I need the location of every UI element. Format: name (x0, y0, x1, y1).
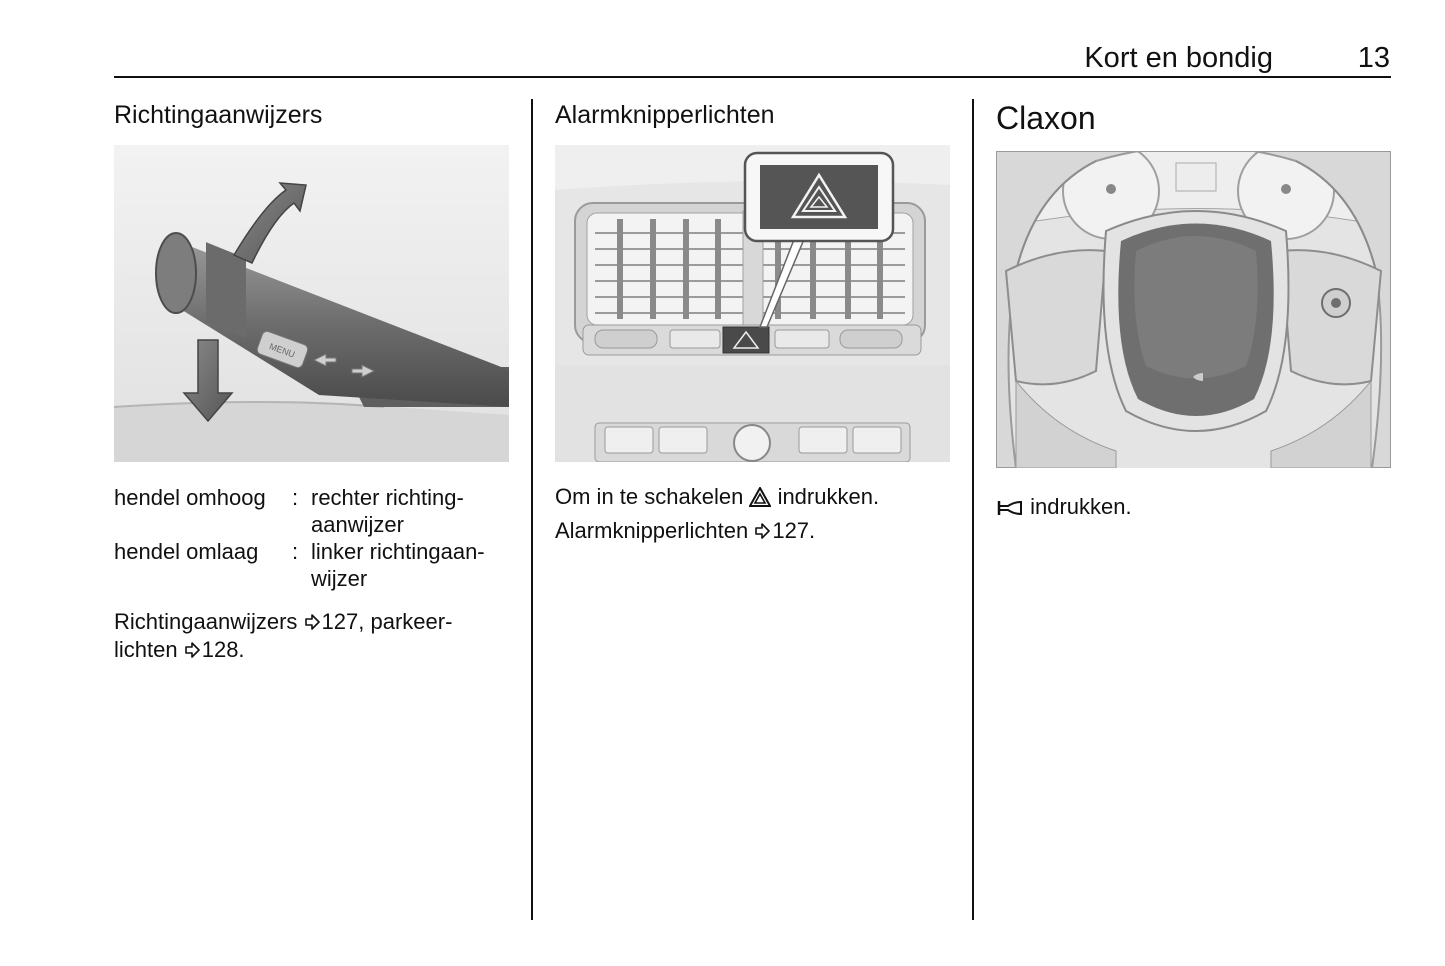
page-reference-icon (754, 523, 770, 539)
header-rule (114, 76, 1391, 78)
paragraph-text: indrukken. (777, 484, 880, 509)
definition-row-down (114, 538, 514, 592)
paragraph-text: Richtingaanwijzers (114, 609, 298, 634)
definition-colon: : (292, 539, 299, 564)
hazard-switch-illustration (555, 145, 950, 462)
steering-wheel-horn-illustration (996, 151, 1391, 468)
paragraph-text: Alarmknipperlichten (555, 518, 749, 543)
definition-term: hendel omhoog (114, 485, 266, 510)
page-reference-icon (304, 614, 320, 630)
paragraph-text: indrukken. (1030, 494, 1132, 519)
definition-colon: : (292, 485, 299, 510)
paragraph-text: lichten (114, 637, 178, 662)
col3-paragraph (996, 493, 1396, 521)
definition-term: hendel omlaag (114, 539, 259, 564)
page-reference-icon (184, 642, 200, 658)
page-reference-link[interactable]: 127, parkeer- (321, 609, 453, 634)
col2-paragraph (555, 483, 955, 545)
horn-icon (996, 499, 1024, 517)
hazard-warning-icon (749, 487, 771, 507)
turn-signal-lever-illustration (114, 145, 509, 462)
definition-desc-line2: wijzer (311, 566, 368, 591)
page-reference-link[interactable]: 127. (772, 518, 816, 543)
column-divider-2 (972, 99, 974, 920)
page-reference-link[interactable]: 128. (201, 637, 245, 662)
page-number: 13 (1357, 42, 1390, 74)
definition-row-up (114, 484, 514, 538)
definition-desc-line2: aanwijzer (311, 512, 404, 537)
definition-desc-line1: linker richtingaan- (311, 539, 485, 564)
definition-desc-line1: rechter richting- (311, 485, 464, 510)
section-title-claxon: Claxon (996, 100, 1096, 136)
paragraph-text: Om in te schakelen (555, 484, 744, 509)
column-divider-1 (531, 99, 533, 920)
running-header-title: Kort en bondig (1084, 42, 1273, 74)
section-title-alarmknipperlichten: Alarmknipperlichten (555, 101, 775, 129)
col1-paragraph (114, 608, 514, 664)
section-title-richtingaanwijzers: Richtingaanwijzers (114, 101, 323, 129)
lever-menu-label: MENU (267, 341, 297, 360)
